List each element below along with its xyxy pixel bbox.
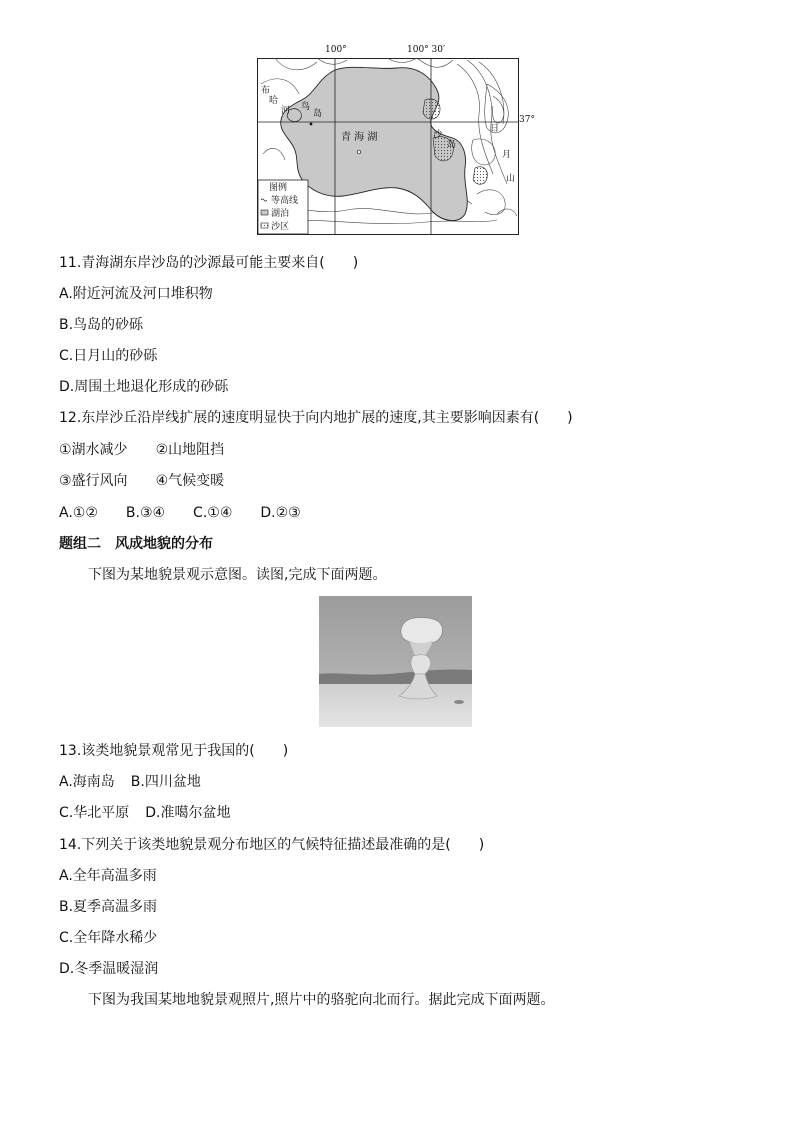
map-legend-title: 图例 bbox=[269, 183, 288, 193]
map-sand-island-char-2: 岛 bbox=[447, 140, 457, 150]
q11-option-b: B.鸟岛的砂砾 bbox=[59, 317, 144, 333]
map-bird-island-char-1: 鸟 bbox=[301, 102, 311, 112]
bird-island-dot bbox=[310, 123, 313, 126]
q12-option-d: D.②③ bbox=[260, 505, 301, 521]
q13-option-c: C.华北平原 bbox=[59, 805, 130, 821]
map-bird-island-char-2: 岛 bbox=[313, 109, 323, 119]
map-legend-sand: 沙区 bbox=[271, 222, 290, 232]
q12-factors-row-2 bbox=[59, 472, 224, 490]
q12-option-b: B.③④ bbox=[125, 505, 166, 521]
map-longitude-100: 100° bbox=[325, 45, 347, 55]
section2-title: 题组二 风成地貌的分布 bbox=[59, 536, 213, 552]
q13-option-d: D.准噶尔盆地 bbox=[145, 805, 231, 821]
map-legend-lake: 湖泊 bbox=[271, 209, 290, 219]
map-sun-moon-char-2: 月 bbox=[502, 150, 512, 160]
qinghai-lake-map bbox=[257, 44, 535, 236]
q12-option-c: C.①④ bbox=[193, 505, 233, 521]
rock-cap bbox=[401, 618, 443, 645]
map-sand-island-char-1: 沙 bbox=[433, 130, 443, 140]
map-legend-contour: 等高线 bbox=[271, 196, 299, 206]
q13-option-b: B.四川盆地 bbox=[130, 774, 201, 790]
legend-lake-swatch bbox=[261, 210, 268, 215]
q12-factor-3: ③盛行风向 bbox=[59, 473, 128, 489]
sand-area-southeast bbox=[473, 167, 487, 185]
q11-stem: 11.青海湖东岸沙岛的沙源最可能主要来自( ) bbox=[59, 255, 359, 271]
q14-option-c: C.全年降水稀少 bbox=[59, 930, 158, 946]
map-sun-moon-char-1: 日 bbox=[490, 124, 500, 134]
q13-options-row-1 bbox=[59, 773, 201, 791]
map-river-char-1: 布 bbox=[261, 86, 271, 96]
rock-middle bbox=[411, 655, 431, 674]
map-lake-name: 青 海 湖 bbox=[341, 132, 378, 143]
map-river-char-2: 哈 bbox=[269, 96, 279, 106]
q14-stem: 14.下列关于该类地貌景观分布地区的气候特征描述最准确的是( ) bbox=[59, 837, 485, 853]
legend-sand-swatch bbox=[261, 223, 268, 228]
q12-factor-1: ①湖水减少 bbox=[59, 442, 128, 458]
map-latitude-37: 37° bbox=[519, 115, 535, 125]
q13-option-a: A.海南岛 bbox=[59, 774, 115, 790]
q11-option-d: D.周围土地退化形成的砂砾 bbox=[59, 379, 229, 395]
q11-option-c: C.日月山的砂砾 bbox=[59, 348, 158, 364]
mushroom-rock-photo bbox=[319, 596, 472, 727]
desert-ground bbox=[319, 684, 472, 727]
q12-factors-row-1 bbox=[59, 441, 224, 459]
q12-option-a: A.①② bbox=[59, 505, 98, 521]
mushroom-rock-illustration bbox=[319, 596, 472, 727]
q12-options bbox=[59, 504, 301, 522]
q12-stem: 12.东岸沙丘沿岸线扩展的速度明显快于向内地扩展的速度,其主要影响因素有( ) bbox=[59, 410, 573, 426]
q14-option-b: B.夏季高温多雨 bbox=[59, 899, 158, 915]
q14-option-a: A.全年高温多雨 bbox=[59, 868, 157, 884]
city-dot bbox=[357, 150, 361, 154]
q12-factor-2: ②山地阻挡 bbox=[155, 442, 225, 458]
q13-stem: 13.该类地貌景观常见于我国的( ) bbox=[59, 743, 289, 759]
map-sun-moon-char-3: 山 bbox=[506, 174, 516, 184]
q13-options-row-2 bbox=[59, 804, 230, 822]
q14-option-d: D.冬季温暖湿润 bbox=[59, 961, 159, 977]
map-longitude-100-30: 100° 30′ bbox=[407, 45, 446, 55]
map-river-char-3: 河 bbox=[281, 106, 291, 116]
map-drawing bbox=[257, 44, 519, 236]
sand-area-north bbox=[423, 99, 440, 119]
section2-intro: 下图为某地貌景观示意图。读图,完成下面两题。 bbox=[88, 567, 387, 583]
q12-factor-4: ④气候变暖 bbox=[155, 473, 225, 489]
q11-option-a: A.附近河流及河口堆积物 bbox=[59, 286, 213, 302]
pebble bbox=[454, 700, 464, 704]
next-group-intro: 下图为我国某地地貌景观照片,照片中的骆驼向北而行。据此完成下面两题。 bbox=[88, 992, 555, 1008]
